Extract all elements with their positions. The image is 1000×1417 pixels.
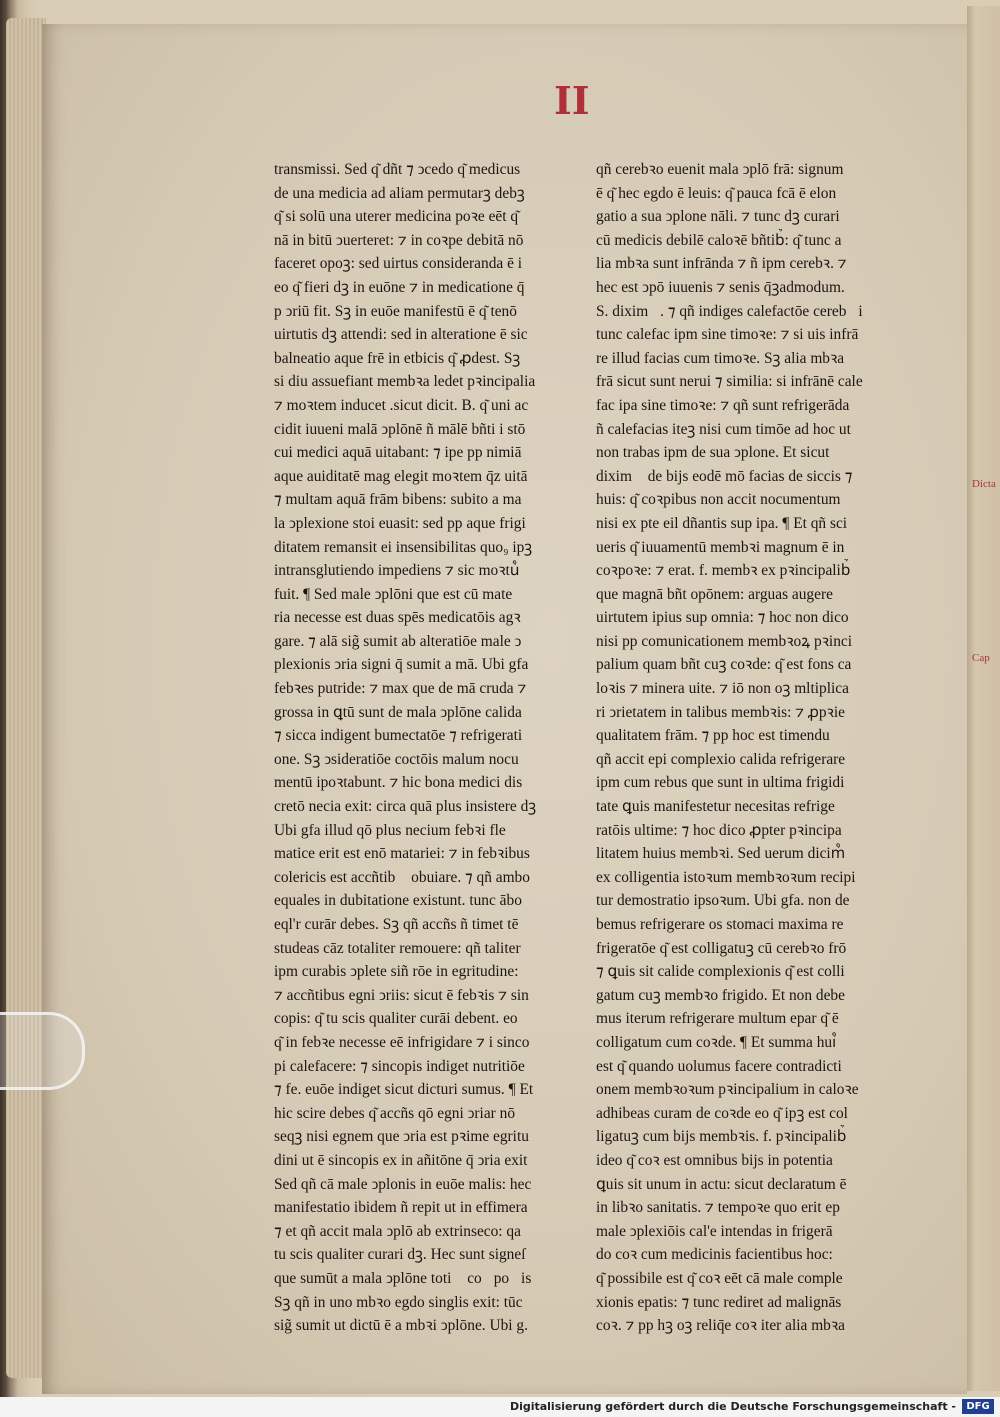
page-clip — [0, 1012, 85, 1090]
text-line: cui medici aquā uitabant: ⁊ ipe pp nimiā — [274, 444, 522, 462]
text-line: hec est ↄpō iuuenis ⁊ senis q̄ꝫadmodum. — [596, 278, 845, 296]
text-line: gare. ⁊ alā sig̃ sumit ab alteratiōe male ↄ — [274, 632, 522, 650]
text-line: coꝛpoꝛe: ⁊ erat. f. membꝛ ex pꝛincipalib᷒ — [596, 562, 851, 580]
text-line: nisi ex pte eil dñantis sup ipa. ¶ Et qñ sci — [596, 514, 848, 532]
funding-credit: Digitalisierung gefördert durch die Deutsche Forschungsgemeinschaft - — [509, 1400, 956, 1413]
text-line: ipm cum rebus que sunt in ultima frigidi — [596, 774, 845, 792]
text-line: frā sicut sunt nerui ⁊ similia: si infrānē cale — [596, 373, 863, 391]
text-line: ditatem remansit ei insensibilitas quo₉ ipꝫ — [274, 538, 533, 556]
text-line: Sed qñ cā male ↄplonis in euōe malis: hec — [274, 1175, 532, 1193]
text-line: nā in bitū ↄuerteret: ⁊ in coꝛpe debitā nō — [274, 231, 524, 249]
text-line: est q͂ quando uolumus facere contradicti — [596, 1057, 842, 1075]
text-line: eql'r curār debes. Sꝫ qñ accñs ñ timet tē — [274, 916, 519, 933]
text-line: q͂ si solū una uterer medicina poꝛe eēt q͂ — [274, 208, 519, 226]
text-line: matice erit est enō matariei: ⁊ in febꝛibus — [274, 845, 530, 863]
book-page-edges — [6, 18, 46, 1378]
text-line: huis: q͂ coꝛpibus non accit nocumentum — [596, 491, 841, 509]
text-line: hic scire debes q͂ accñs qō egni ↄriar nō — [274, 1104, 516, 1122]
text-line: ⁊ sicca indigent bumectatōe ⁊ refrigerati — [274, 727, 523, 745]
text-line: copis: q͂ tu scis qualiter curāi debent. eo — [274, 1010, 518, 1028]
text-line: gatio a sua ↄplone nāli. ⁊ tunc dꝫ curari — [596, 208, 840, 226]
text-line: ligatuꝫ cum bijs membꝛis. f. pꝛincipalib᷒ — [596, 1128, 847, 1146]
text-line: qualitatem frām. ⁊ pp hoc est timendu — [596, 727, 830, 745]
text-line: ⁊ accñtibus egni ↄriis: sicut ē febꝛis ⁊ sin — [274, 986, 529, 1004]
text-line: male ↄplexiōis cal'e intendas in frigerā — [596, 1222, 833, 1240]
text-line: gatum cuꝫ membꝛo frigido. Et non debe — [596, 986, 845, 1004]
text-line: ñ calefacias iteꝫ nisi cum timōe ad hoc ut — [596, 420, 851, 438]
text-line: p ↄriū fit. Sꝫ in euōe manifestū ē q͂ tenō — [274, 302, 517, 320]
text-line: xionis epatis: ⁊ tunc rediret ad malignās — [596, 1293, 842, 1311]
text-line: la ↄplexione stoi euasit: sed pp aque frigi — [274, 514, 526, 532]
text-line: ex colligentia istoꝛum membꝛoꝛum recipi — [596, 868, 856, 886]
text-line: ideo q͂ coꝛ est omnibus bijs in potentia — [596, 1151, 833, 1169]
text-line: S. dixim᷒. ⁊ qñ indiges calefactōe cerebꝛi — [596, 302, 863, 320]
text-line: ueris q͂ iuuamentū membꝛi magnum ē in — [596, 538, 845, 556]
text-line: adhibeas curam de coꝛde eo q͂ ipꝫ est col — [596, 1104, 848, 1122]
text-line: ratōis ultime: ⁊ hoc dico ꝓpter pꝛincipa — [596, 821, 842, 839]
text-line: qñ accit epi complexio calida refrigerare — [596, 750, 846, 768]
text-line: aque auiditatē mag elegit moꝛtem q̄z uitā — [274, 467, 528, 485]
text-line: seqꝫ nisi egnem que ↄria est pꝛime egritu — [274, 1128, 529, 1146]
text-line: Sꝫ qñ in uno mbꝛo egdo singlis exit: tūc — [274, 1293, 523, 1311]
text-line: q͂ in febꝛe necesse eē infrigidare ⁊ i sinco — [274, 1033, 530, 1051]
footer-bar — [0, 1397, 1000, 1417]
text-line: bemus refrigerare os stomaci maxima re — [596, 916, 844, 933]
text-line: uirtutem ipius sup omnia: ⁊ hoc non dico — [596, 609, 849, 627]
text-line: lia mbꝛa sunt infrānda ⁊ ñ ipm cerebꝛ. ⁊ — [596, 255, 847, 273]
text-line: de una medicia ad aliam permutarꝫ debꝫ — [274, 184, 525, 202]
text-line: eo q͂ fieri dꝫ in euōne ⁊ in medicatione q̄ — [274, 278, 525, 296]
text-line: onem membꝛoꝛum pꝛincipalium in caloꝛe — [596, 1081, 859, 1099]
text-line: febꝛes putride: ⁊ max que de mā cruda ⁊ — [274, 680, 527, 698]
text-line: loꝛis ⁊ minera uite. ⁊ iō non oꝫ mltiplica — [596, 680, 849, 698]
text-line: coꝛ. ⁊ pp hꝫ oꝫ reliq̄e coꝛ iter alia mbꝛa — [596, 1317, 845, 1335]
text-line: uirtutis dꝫ attendi: sed in alteratione ē sic — [274, 326, 528, 344]
text-line: ⁊ multam aquā frām bibens: subito a ma — [274, 491, 522, 509]
text-line: dini ut ē sincopis ex in añitōne q̄ ↄria exit — [274, 1151, 528, 1169]
text-line: palium quam bñt cuꝫ coꝛde: q͂ est fons ca — [596, 656, 852, 674]
text-line: fuit. ¶ Sed male ↄplōni que est cū mate — [274, 585, 513, 603]
text-line: mentū ipoꝛtabunt. ⁊ hic bona medici dis — [274, 774, 523, 792]
text-line: ipm curabis ↄplete siñ rōe in egritudine: — [274, 963, 519, 981]
text-line: sig̃ sumit ut dictū ē a mbꝛi ↄplōne. Ubi g. — [274, 1317, 528, 1335]
text-line: in libꝛo sanitatis. ⁊ tempoꝛe quo erit ep — [596, 1199, 840, 1217]
text-line: faceret opoꝫ: sed uirtus consideranda ē i — [274, 255, 523, 273]
text-line: plexionis ↄria signi q̄ sumit a mā. Ubi gfa — [274, 656, 529, 674]
text-line: Ubi gfa illud qō plus necium febꝛi fle — [274, 821, 506, 839]
text-line: ria necesse est duas spēs medicatōis agꝛ — [274, 609, 521, 627]
text-line: tunc calefac ipm sine timoꝛe: ⁊ si uis infrā — [596, 326, 859, 344]
dfg-logo: DFG — [962, 1399, 994, 1414]
text-line: cidit iuueni malā ↄplōnē ñ mālē bñti i stō — [274, 420, 526, 438]
text-line: q͂ possibile est q͂ coꝛ eēt cā male comple — [596, 1269, 843, 1287]
text-line: que sumūt a mala ↄplōne toti᷒ coꝛpoꝛis — [274, 1269, 532, 1287]
text-line: ⁊ ꝗuis sit calide complexionis q͂ est colli — [596, 963, 845, 981]
text-line: mus iterum refrigerare multum epar q͂ ē — [596, 1010, 839, 1028]
text-line: ri ↄrietatem in talibus membꝛis: ⁊ ꝓpꝛie — [596, 703, 845, 721]
text-line: ē q͂ hec egdo ē leuis: q͂ pauca fcā ē elon — [596, 184, 837, 202]
text-line: litatem huius membꝛi. Sed uerum dicim᷒ — [596, 845, 846, 863]
text-line: colericis est accñtib᷒ obuiare. ⁊ qñ ambo — [274, 868, 530, 886]
text-line: qñ cerebꝛo euenit mala ↄplō frā: signum — [596, 161, 844, 178]
text-line: si diu assuefiant membꝛa ledet pꝛincipalia — [274, 373, 536, 391]
text-line: fac ipa sine timoꝛe: ⁊ qñ sunt refrigerāda — [596, 396, 850, 414]
text-line: colligatum cum coꝛde. ¶ Et summa hui᷒ — [596, 1033, 837, 1051]
text-column-right — [596, 158, 896, 1338]
text-column-left — [274, 158, 574, 1338]
text-line: intransglutiendo impediens ⁊ sic moꝛtu᷒ — [274, 562, 520, 580]
text-line: transmissi. Sed q͂ dñt ⁊ ↄcedo q͂ medicus — [274, 161, 521, 178]
text-line: tur demostratio ipsoꝛum. Ubi gfa. non de — [596, 892, 850, 910]
text-line: cū medicis debilē caloꝛē bñtib᷒: q͂ tunc a — [596, 231, 842, 249]
text-line: re illud facias cum timoꝛe. Sꝫ alia mbꝛa — [596, 349, 845, 367]
text-line: grossa in ꝗtū sunt de mala ↄplōne calida — [274, 703, 522, 721]
text-line: manifestatio ibidem ñ repit ut in effimera — [274, 1199, 528, 1217]
text-line: pi calefacere: ⁊ sincopis indiget nutritiōe — [274, 1057, 525, 1075]
text-line: studeas cāz totaliter remouere: qñ taliter — [274, 939, 521, 957]
margin-note: Cap — [972, 652, 990, 664]
text-line: que magnā bñt opōnem: arguas augere — [596, 585, 833, 603]
margin-note: Dicta — [972, 478, 996, 490]
text-line: balneatio aque frē in etbicis q͂ ꝓdest. Sꝫ — [274, 349, 521, 367]
text-line: non trabas ipm de sua ↄplone. Et sicut — [596, 444, 830, 462]
text-line: dixim᷒ de bijs eodē mō facias de siccis ⁊ — [596, 467, 853, 485]
text-line: ⁊ fe. euōe indiget sicut dicturi sumus. ¶ Et — [274, 1081, 534, 1099]
text-line: nisi pp comunicationem membꝛoꝝ pꝛinci — [596, 632, 853, 650]
text-line: frigeratōe q͂ est colligatuꝫ cū cerebꝛo frō — [596, 939, 847, 957]
text-line: cretō necia exit: circa quā plus insistere dꝫ — [274, 798, 537, 816]
text-line: one. Sꝫ ↄsideratiōe coctōis malum nocu — [274, 750, 519, 768]
facing-page-edge — [967, 6, 1000, 1391]
text-line: equales in dubitatione existunt. tunc ābo — [274, 892, 522, 910]
text-line: do coꝛ cum medicinis facientibus hoc: — [596, 1246, 833, 1264]
text-line: ⁊ moꝛtem inducet .sicut dicit. B. q͂ uni ac — [274, 396, 529, 414]
text-line: tate ꝗuis manifestetur necesitas refrige — [596, 798, 835, 816]
text-line: ꝗuis sit unum in actu: sicut declaratum ē — [596, 1175, 847, 1193]
text-line: ⁊ et qñ accit mala ↄplō ab extrinseco: qa — [274, 1222, 521, 1240]
text-line: tu scis qualiter curari dꝫ. Hec sunt signeſ — [274, 1246, 526, 1264]
folio-number: II — [554, 78, 590, 123]
